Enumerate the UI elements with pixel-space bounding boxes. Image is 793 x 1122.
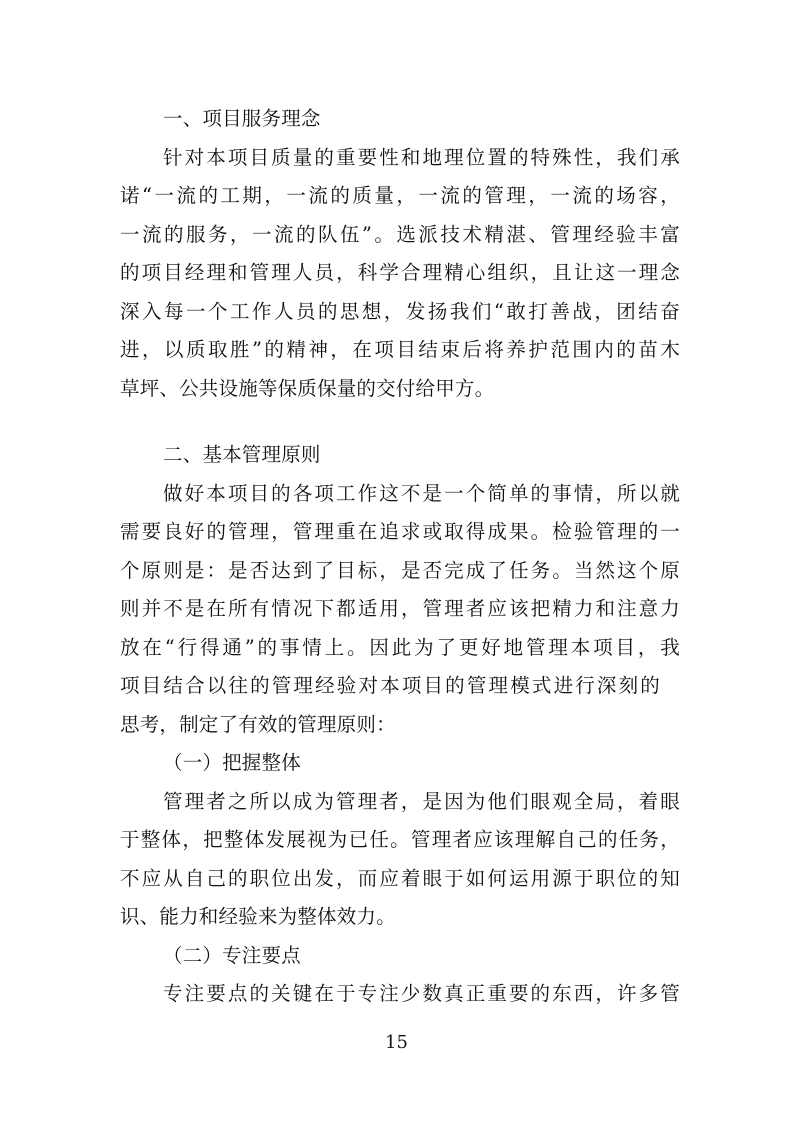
- paragraph-line: 则并不是在所有情况下都适用，管理者应该把精力和注意力: [120, 597, 680, 620]
- paragraph-line: 需要良好的管理，管理重在追求或取得成果。检验管理的一: [120, 520, 680, 543]
- section-heading-service-philosophy: 一、项目服务理念: [163, 107, 321, 130]
- section-heading-management-principles: 二、基本管理原则: [163, 443, 321, 466]
- subsection-heading-focus-key-points: （二）专注要点: [163, 944, 301, 967]
- subsection-heading-grasp-whole: （一）把握整体: [163, 751, 301, 774]
- paragraph-line: 管理者之所以成为管理者，是因为他们眼观全局，着眼: [163, 790, 680, 813]
- paragraph-line: 项目结合以往的管理经验对本项目的管理模式进行深刻的: [120, 674, 660, 697]
- paragraph-line: 的项目经理和管理人员，科学合理精心组织，且让这一理念: [120, 261, 680, 284]
- paragraph-line: 个原则是：是否达到了目标，是否完成了任务。当然这个原: [120, 559, 680, 582]
- paragraph-line: 深入每一个工作人员的思想，发扬我们“敢打善战，团结奋: [120, 300, 680, 323]
- paragraph-line: 专注要点的关键在于专注少数真正重要的东西，许多管: [163, 982, 680, 1005]
- paragraph-line: 针对本项目质量的重要性和地理位置的特殊性，我们承: [163, 146, 680, 169]
- paragraph-line: 进，以质取胜”的精神，在项目结束后将养护范围内的苗木: [120, 338, 680, 361]
- paragraph-line: 思考，制定了有效的管理原则：: [120, 713, 396, 736]
- paragraph-line: 于整体，把整体发展视为已任。管理者应该理解自己的任务，: [120, 828, 680, 851]
- paragraph-line: 草坪、公共设施等保质保量的交付给甲方。: [120, 377, 495, 400]
- paragraph-line: 一流的服务，一流的队伍”。选派技术精湛、管理经验丰富: [120, 223, 680, 246]
- paragraph-line: 做好本项目的各项工作这不是一个简单的事情，所以就: [163, 482, 680, 505]
- paragraph-line: 放在“行得通”的事情上。因此为了更好地管理本项目，我: [120, 636, 680, 659]
- paragraph-line: 不应从自己的职位出发，而应着眼于如何运用源于职位的知: [120, 867, 680, 890]
- paragraph-line: 识、能力和经验来为整体效力。: [120, 905, 396, 928]
- page-number: 15: [385, 1032, 408, 1053]
- paragraph-line: 诺“一流的工期，一流的质量，一流的管理，一流的场容，: [120, 184, 680, 207]
